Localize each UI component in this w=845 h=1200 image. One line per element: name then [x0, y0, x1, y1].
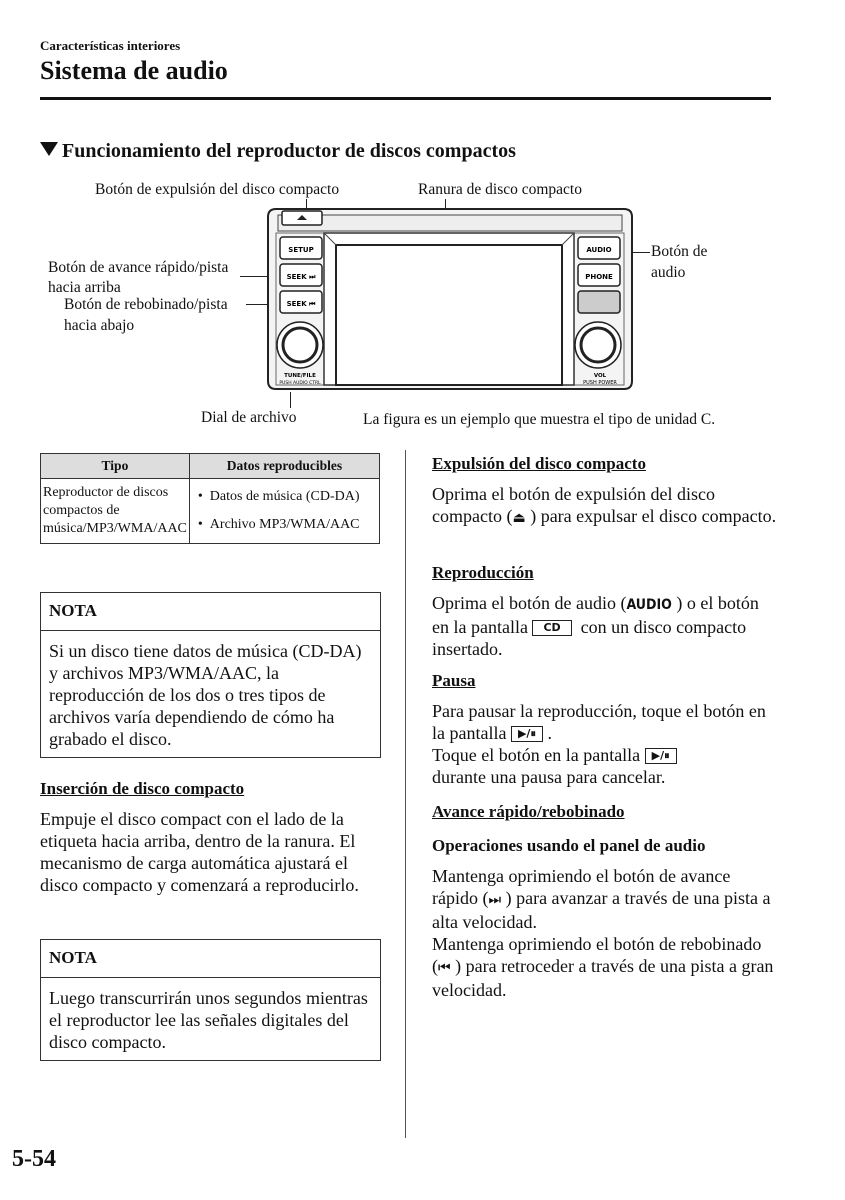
nota-text: Luego transcurrirán unos segundos mientras el reproductor lee las señales digitales del disco compacto.	[49, 988, 368, 1052]
blank-button	[578, 291, 620, 313]
nota-label: NOTA	[41, 593, 380, 631]
figure-caption: La figura es un ejemplo que muestra el tipo de unidad C.	[363, 411, 716, 428]
cd-screen-button-icon: CD	[532, 620, 571, 636]
avance-text-3: Mantenga oprimiendo el botón de rebobinado (	[432, 934, 762, 976]
table-cell-datos	[189, 479, 379, 544]
expulsion-text-1: Oprima el botón de expulsión del disco compacto (	[432, 484, 715, 526]
section-small-header: Características interiores	[40, 38, 181, 53]
push-power-label: PUSH POWER	[583, 380, 617, 386]
page-title: Sistema de audio	[40, 56, 228, 85]
label-audio-button-1: Botón de	[651, 243, 708, 260]
data-type-cdda: Datos de música (CD-DA)	[209, 489, 360, 504]
phone-label: PHONE	[585, 273, 613, 281]
play-pause-icon: ▶/⏸	[645, 748, 677, 764]
eject-icon: ⏏	[512, 510, 526, 526]
pausa-text	[432, 700, 777, 788]
label-seek-up-1: Botón de avance rápido/pista	[48, 259, 229, 276]
label-seek-down-2: hacia abajo	[64, 317, 135, 334]
fast-forward-icon: ⏭	[488, 892, 502, 908]
table-header-datos: Datos reproducibles	[189, 454, 379, 479]
pausa-text-2: .	[547, 723, 552, 743]
label-cd-slot: Ranura de disco compacto	[418, 181, 582, 198]
data-type-mp3: Archivo MP3/WMA/AAC	[209, 517, 360, 532]
page-number: 5-54	[12, 1146, 56, 1172]
label-audio-button-2: audio	[651, 264, 686, 281]
rewind-icon: ⏮	[438, 960, 451, 976]
label-file-dial: Dial de archivo	[201, 409, 297, 426]
expulsion-text-2: ) para expulsar el disco compacto.	[530, 506, 777, 526]
nota-box-1	[40, 592, 381, 758]
triangle-down-icon	[40, 142, 58, 156]
pausa-text-1: Para pausar la reproducción, toque el botón en la pantalla	[432, 701, 766, 743]
header-rule	[40, 97, 771, 100]
reproduccion-text-2: ) o el botón en la pantalla	[432, 593, 759, 637]
expulsion-text	[432, 483, 777, 529]
setup-label: SETUP	[288, 246, 314, 254]
pausa-text-3: Toque el botón en la pantalla	[432, 745, 641, 765]
play-pause-icon: ▶/⏸	[511, 726, 543, 742]
reproduccion-text-1: Oprima el botón de audio (	[432, 593, 627, 613]
leader-file-dial	[290, 392, 291, 408]
audio-label: AUDIO	[586, 246, 612, 254]
table-cell-tipo: Reproductor de discos compactos de música/MP3/WMA/AAC	[41, 479, 190, 544]
reproduccion-text-3: con un disco compacto insertado.	[432, 617, 747, 659]
insercion-heading: Inserción de disco compacto	[40, 779, 245, 798]
table-list-item: • Datos de música (CD-DA)	[197, 489, 360, 504]
label-eject-button: Botón de expulsión del disco compacto	[95, 181, 340, 198]
audio-button-symbol: AUDIO	[626, 597, 672, 613]
table-list-item: • Archivo MP3/WMA/AAC	[197, 517, 360, 532]
expulsion-heading: Expulsión del disco compacto	[432, 454, 646, 473]
playable-data-table	[40, 453, 380, 544]
avance-heading: Avance rápido/rebobinado	[432, 802, 625, 821]
nota-label: NOTA	[41, 940, 380, 978]
section-heading	[40, 140, 516, 163]
label-seek-down-1: Botón de rebobinado/pista	[64, 296, 228, 313]
pausa-heading: Pausa	[432, 671, 476, 690]
reproduccion-heading: Reproducción	[432, 563, 534, 582]
seek-up-label: SEEK ⏭	[286, 273, 316, 281]
column-divider	[405, 450, 406, 1138]
label-seek-up-2: hacia arriba	[48, 279, 121, 296]
pausa-text-4: durante una pausa para cancelar.	[432, 767, 666, 787]
nota-box-2	[40, 939, 381, 1061]
push-audio-ctrl-label: PUSH AUDIO CTRL	[279, 381, 321, 386]
avance-text	[432, 865, 777, 1001]
avance-text-4: ) para retroceder a través de una pista a gran velocidad.	[432, 956, 774, 1000]
seek-down-label: SEEK ⏮	[286, 300, 316, 308]
reproduccion-text	[432, 592, 777, 660]
audio-unit-illustration	[264, 205, 636, 393]
avance-text-2: ) para avanzar a través de una pista a alta velocidad.	[432, 888, 771, 932]
nota-text: Si un disco tiene datos de música (CD-DA) y archivos MP3/WMA/AAC, la reproducción de los dos o tres tipos de archivos varía dependiendo de cómo ha grabado el disco.	[49, 641, 362, 749]
insercion-text: Empuje el disco compact con el lado de la etiqueta hacia arriba, dentro de la ranura. El mecanismo de carga automática ajustará el disco compacto y comenzará a reproducirlo.	[40, 809, 359, 895]
avance-text-1: Mantenga oprimiendo el botón de avance rápido (	[432, 866, 731, 908]
vol-label: VOL	[593, 373, 607, 379]
avance-subheading: Operaciones usando el panel de audio	[432, 836, 706, 855]
tune-file-label: TUNE/FILE	[284, 373, 316, 379]
section-heading-text: Funcionamiento del reproductor de discos compactos	[62, 140, 516, 162]
table-header-tipo: Tipo	[41, 454, 190, 479]
